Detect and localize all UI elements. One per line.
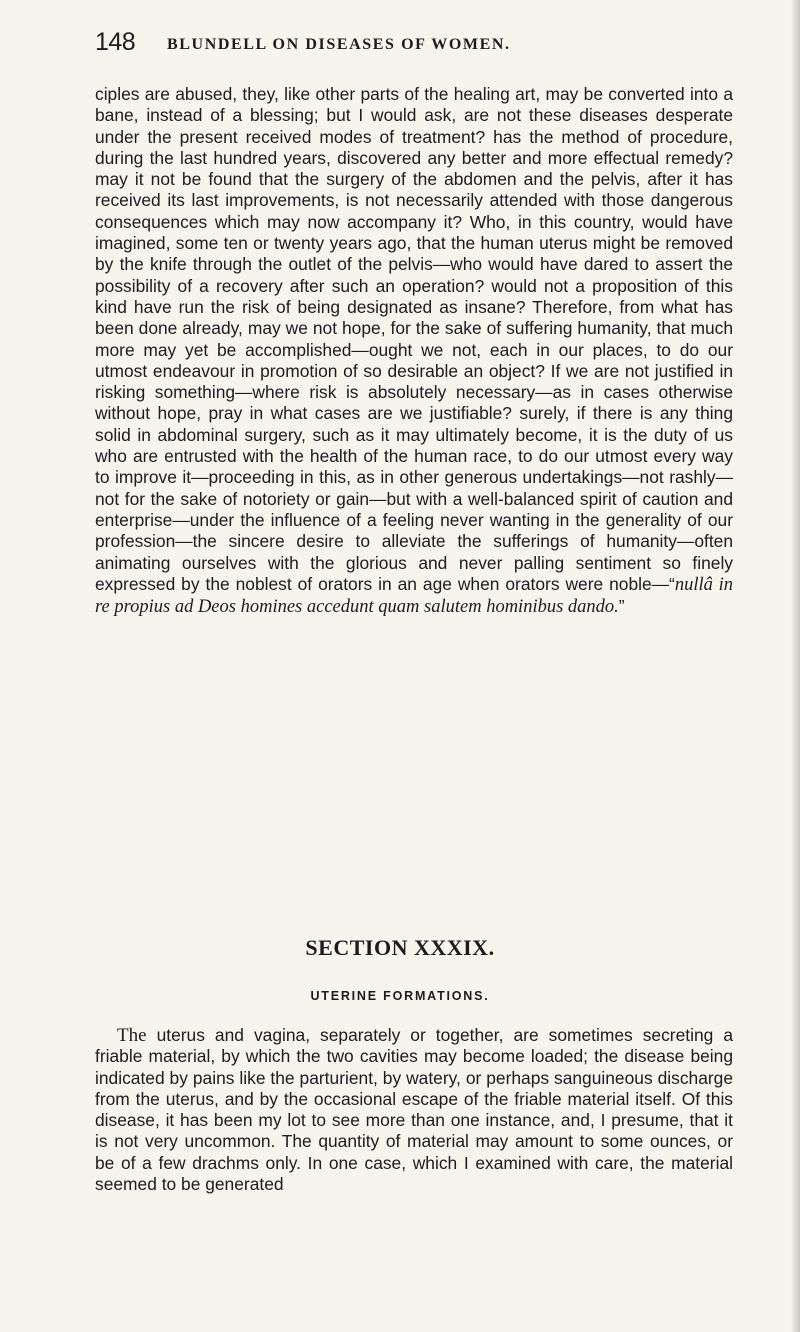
running-head: BLUNDELL ON DISEASES OF WOMEN.: [167, 36, 511, 53]
paragraph-1-text: ciples are abused, they, like other parts of the healing art, may be converted into a bane, instead of a blessing; but I would ask, are not these diseases desperate under the present received modes of treatment? has the method of procedure, during the last hundred years, discovered any better and more effectual remedy? may it not be found that the surgery of the abdomen and the pelvis, after it has received its last improvements, is not necessarily attended with those dangerous consequences which may now accompany it? Who, in this country, would have imagined, some ten or twenty years ago, that the human uterus might be removed by the knife through the outlet of the pelvis—who would have dared to assert the possibility of a recovery after such an operation? would not a proposition of this kind have run the risk of being designated as insane? Therefore, from what has been done already, may we not hope, for the sake of suffering humanity, that much more may yet be accomplished—ought we not, each in our places, to do our utmost endeavour in promotion of so desirable an object? If we are not justified in risking something—where risk is absolutely necessary—as in cases otherwise without hope, pray in what cases are we justifiable? surely, if there is any thing solid in abdominal surgery, such as it may ultimately become, it is the duty of us who are entrusted with the health of the human race, to do our utmost every way to improve it—proceeding in this, as in other generous undertakings—not rashly—not for the sake of notoriety or gain—but with a well-balanced spirit of caution and enterprise—under the influence of a feeling never wanting in the generality of our profession—the sincere desire to alleviate the sufferings of humanity—often animating ourselves with the glorious and never palling sentiment so finely expressed by the noblest of orators in an age when orators were noble—“: [95, 84, 733, 594]
paragraph-2-lead: The: [117, 1025, 147, 1046]
latin-quote: nullâ in re propius ad Deos homines accedunt quam salutem hominibus dando.: [95, 574, 733, 618]
closing-quote: ”: [618, 596, 625, 617]
section-title: SECTION XXXIX.: [305, 935, 495, 960]
section-subtitle: UTERINE FORMATIONS.: [310, 989, 490, 1003]
page-number: 148: [95, 28, 136, 56]
page-edge-shadow: [790, 0, 800, 1332]
paragraph-uterine-formations: [95, 1025, 733, 1195]
page-header: [95, 28, 735, 64]
paragraph-continued: [95, 84, 733, 618]
paragraph-2-text: uterus and vagina, separately or together, are sometimes secreting a friable material, by which the two cavities may become loaded; the disease being indicated by pains like the parturient, by watery, or perhaps sanguineous discharge from the uterus, and by the occasional escape of the friable material itself. Of this disease, it has been my lot to see more than one instance, and, I presume, that it is not very uncommon. The quantity of material may amount to some ounces, or be of a few drachms only. In one case, which I examined with care, the material seemed to be generated: [95, 1025, 733, 1195]
